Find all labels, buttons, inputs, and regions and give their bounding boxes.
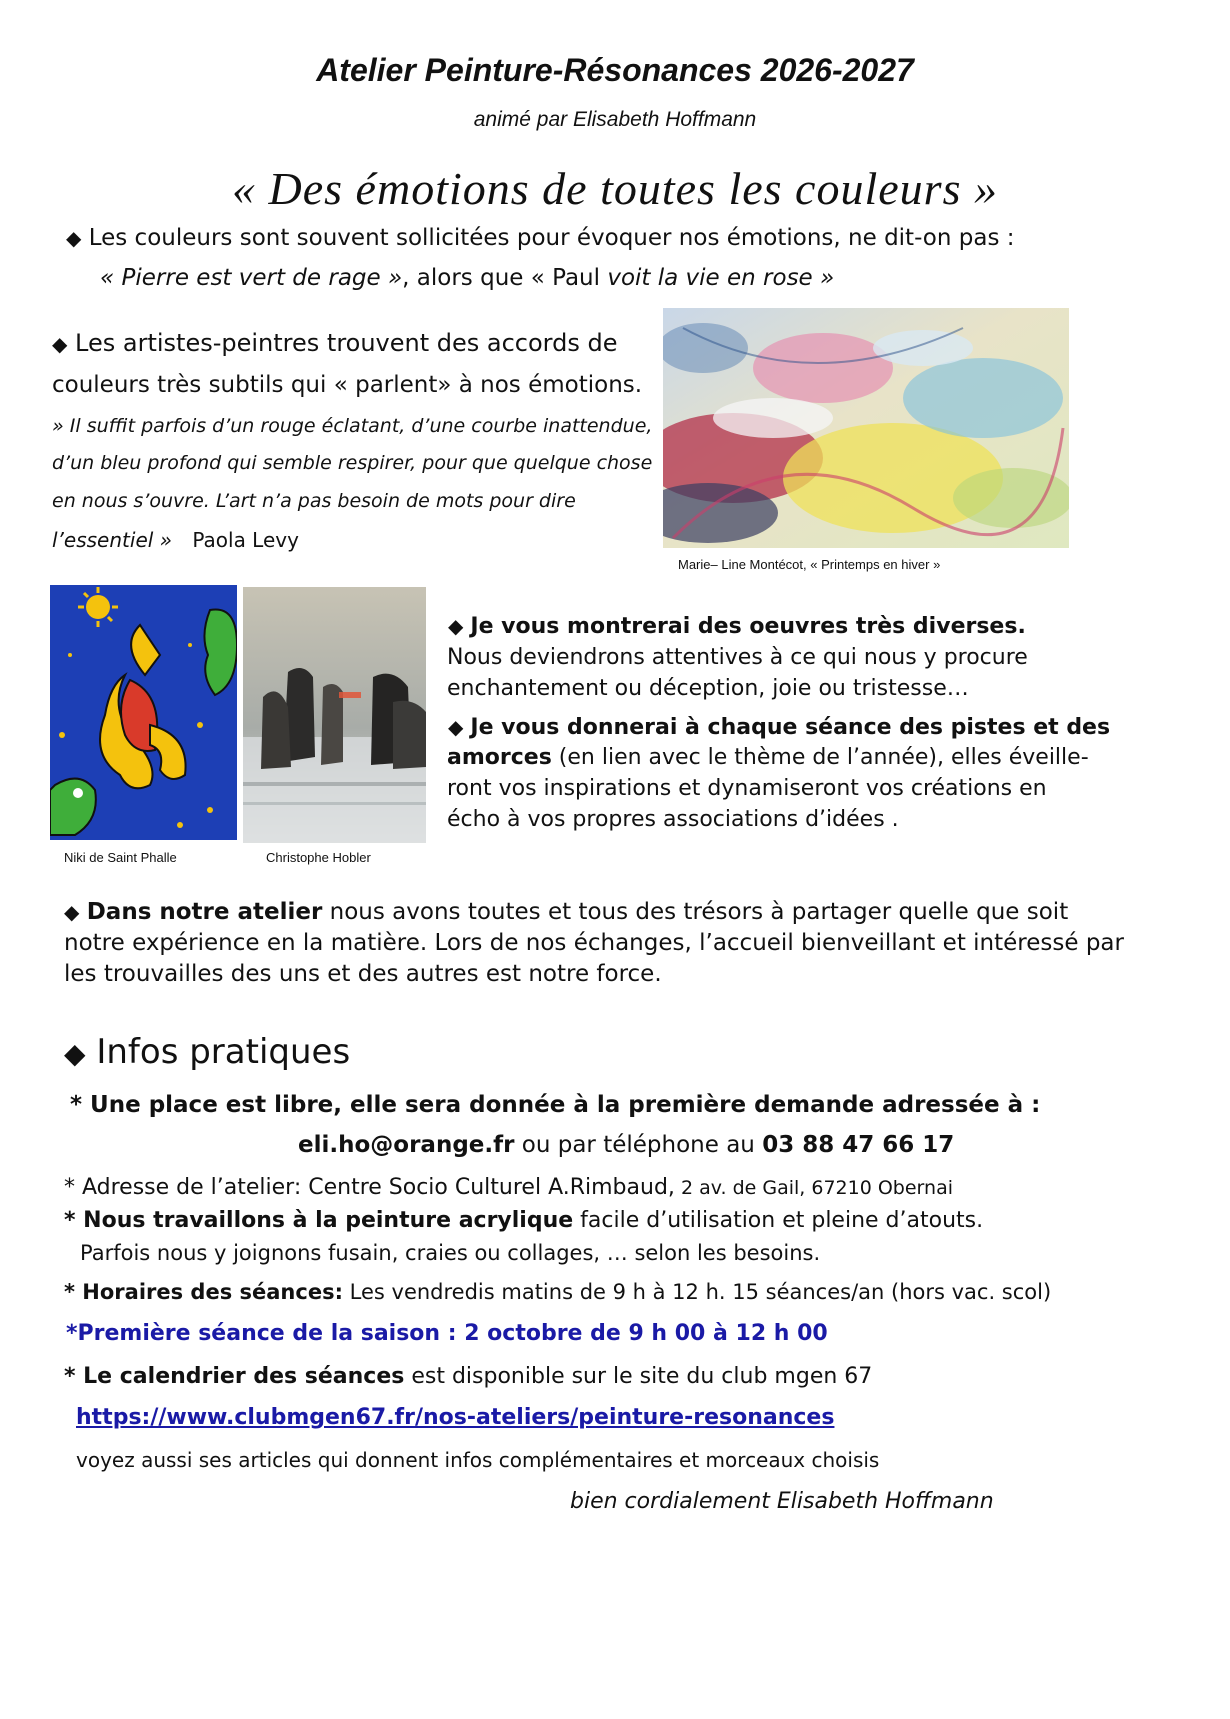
bullet-icon: ◆ [64, 1037, 86, 1070]
abstract-painting-image [663, 308, 1069, 548]
caption-niki: Niki de Saint Phalle [64, 850, 177, 865]
bullet-icon: ◆ [64, 900, 80, 924]
infos-articles: voyez aussi ses articles qui donnent infos complémentaires et morceaux choisis [76, 1448, 880, 1472]
works-line-5: amorces (en lien avec le thème de l’année), elles éveille- [447, 745, 1089, 770]
atelier-line-1: ◆ Dans notre atelier nous avons toutes et tous des trésors à partager quelle que soit [64, 899, 1069, 925]
works-line-6: ront vos inspirations et dynamiseront vos créations en [447, 776, 1047, 801]
painting-niki-de-saint-phalle [50, 585, 237, 840]
artists-line-1: ◆ Les artistes-peintres trouvent des accords de [52, 329, 618, 357]
works-line-4: ◆ Je vous donnerai à chaque séance des pistes et des [448, 715, 1111, 740]
bullet-icon: ◆ [66, 226, 82, 250]
niki-painting-image [50, 585, 237, 840]
infos-place: * Une place est libre, elle sera donnée à la première demande adressée à : [70, 1092, 1041, 1118]
club-website-link[interactable]: https://www.clubmgen67.fr/nos-ateliers/peinture-resonances [76, 1405, 835, 1430]
infos-contact: eli.ho@orange.fr ou par téléphone au 03 88 47 66 17 [298, 1132, 955, 1158]
quote-author: Paola Levy [192, 528, 299, 552]
infos-acrylic: * Nous travaillons à la peinture acrylique facile d’utilisation et pleine d’atouts. [64, 1208, 984, 1233]
page-subtitle: animé par Elisabeth Hoffmann [473, 108, 757, 131]
page-title: Atelier Peinture-Résonances 2026-2027 [316, 52, 914, 88]
hobler-painting-image [243, 587, 426, 843]
artists-quote-4: l’essentiel » Paola Levy [52, 528, 299, 552]
works-line-3: enchantement ou déception, joie ou tristesse… [447, 676, 969, 701]
infos-acrylic-2: Parfois nous y joignons fusain, craies ou collages, … selon les besoins. [80, 1241, 821, 1265]
caption-hobler: Christophe Hobler [266, 850, 371, 865]
signature: bien cordialement Elisabeth Hoffmann [570, 1489, 994, 1514]
artists-quote-3: en nous s’ouvre. L’art n’a pas besoin de mots pour dire [52, 490, 576, 512]
infos-address: * Adresse de l’atelier: Centre Socio Culturel A.Rimbaud, 2 av. de Gail, 67210 Obernai [64, 1175, 953, 1200]
phone-number: 03 88 47 66 17 [762, 1132, 955, 1158]
atelier-line-2: notre expérience en la matière. Lors de nos échanges, l’accueil bienveillant et intéressé par [64, 930, 1124, 956]
bullet-icon: ◆ [52, 332, 68, 356]
works-line-1: ◆ Je vous montrerai des oeuvres très diverses. [448, 614, 1026, 639]
infos-heading: ◆ Infos pratiques [64, 1032, 351, 1072]
infos-first-session: *Première séance de la saison : 2 octobre de 9 h 00 à 12 h 00 [66, 1321, 828, 1346]
caption-montecot: Marie– Line Montécot, « Printemps en hiver » [678, 557, 941, 572]
infos-hours: * Horaires des séances: Les vendredis matins de 9 h à 12 h. 15 séances/an (hors vac. scol) [64, 1280, 1052, 1304]
artists-quote-2: d’un bleu profond qui semble respirer, pour que quelque chose [52, 452, 653, 474]
painting-printemps-en-hiver [663, 308, 1069, 548]
intro-line-1: ◆ Les couleurs sont souvent sollicitées pour évoquer nos émotions, ne dit-on pas : [66, 225, 1015, 251]
works-line-7: écho à vos propres associations d’idées . [447, 807, 899, 832]
atelier-line-3: les trouvailles des uns et des autres est notre force. [64, 961, 662, 987]
bullet-icon: ◆ [448, 715, 464, 739]
painting-christophe-hobler [243, 587, 426, 843]
works-line-2: Nous deviendrons attentives à ce qui nous y procure [447, 645, 1028, 670]
bullet-icon: ◆ [448, 614, 464, 638]
intro-line-2: « Pierre est vert de rage », alors que « Paul voit la vie en rose » [100, 265, 835, 291]
artists-line-2: couleurs très subtils qui « parlent» à nos émotions. [52, 372, 643, 398]
artists-quote-1: » Il suffit parfois d’un rouge éclatant, d’une courbe inattendue, [52, 415, 653, 437]
infos-calendar: * Le calendrier des séances est disponible sur le site du club mgen 67 [64, 1364, 873, 1389]
email-address: eli.ho@orange.fr [298, 1132, 515, 1158]
headline: « Des émotions de toutes les couleurs » [232, 163, 998, 214]
